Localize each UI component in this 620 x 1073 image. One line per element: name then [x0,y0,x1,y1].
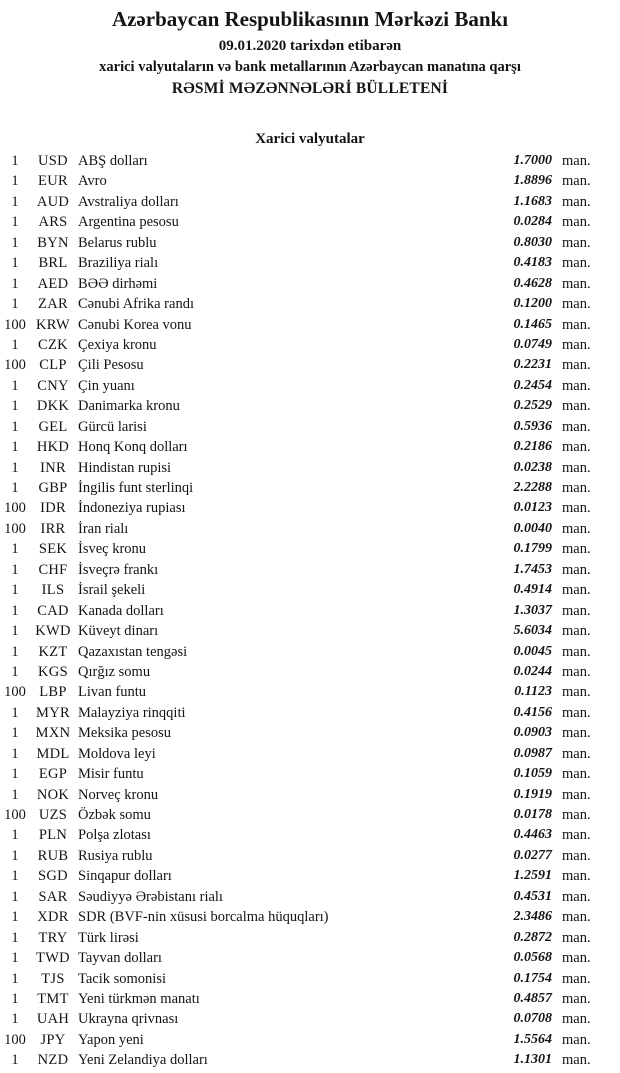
unit-label: man. [562,807,591,823]
rate-row [0,478,620,498]
rate-value: 0.2872 [513,929,552,945]
rate-value: 0.4914 [513,582,552,598]
currency-quantity: 100 [4,316,26,333]
currency-code: INR [40,459,66,476]
currency-name: Avro [78,173,107,190]
unit-label: man. [562,173,591,190]
rate-row [0,519,620,539]
rate-value: 0.1754 [513,970,552,986]
rate-value: 1.8896 [513,173,552,189]
currency-code: AED [37,275,69,292]
currency-quantity: 1 [11,990,19,1007]
currency-quantity: 1 [11,275,19,292]
currency-quantity: 1 [11,480,19,496]
rate-row [0,989,620,1009]
currency-name: Belarus rublu [78,234,157,251]
currency-name: Misir funtu [78,766,144,783]
unit-label: man. [562,929,591,946]
rate-value: 1.1301 [513,1052,552,1068]
unit-label: man. [562,602,591,619]
rate-row [0,212,620,232]
currency-quantity: 1 [11,868,19,885]
unit-label: man. [562,255,591,272]
currency-quantity: 1 [11,623,19,640]
unit-label: man. [562,725,591,742]
rate-row [0,948,620,968]
currency-quantity: 100 [4,357,26,374]
unit-label: man. [562,316,591,333]
rate-row [0,539,620,559]
currency-name: Cənubi Afrika randı [78,296,194,313]
currency-quantity: 1 [11,214,19,231]
currency-name: Rusiya rublu [78,847,153,864]
currency-quantity: 1 [11,643,19,660]
currency-quantity: 1 [11,766,19,783]
rate-row [0,662,620,682]
currency-code: XDR [37,909,69,926]
rate-value: 0.4857 [513,990,552,1006]
currency-name: Səudiyyə Ərəbistanı rialı [78,888,223,905]
currency-quantity: 100 [4,684,26,701]
currency-name: Yapon yeni [78,1031,144,1048]
currency-quantity: 1 [11,602,19,619]
rate-value: 0.0123 [513,500,552,516]
currency-name: Yeni Zelandiya dolları [78,1052,208,1069]
currency-name: Avstraliya dolları [78,193,179,210]
unit-label: man. [562,561,591,578]
currency-quantity: 1 [11,725,19,742]
rate-value: 0.2454 [513,377,552,393]
currency-name: Livan funtu [78,684,147,701]
rate-row [0,805,620,825]
rate-value: 0.0238 [513,459,552,475]
currency-name: İsveçrə frankı [78,561,159,578]
currency-code: ARS [38,214,68,231]
currency-code: BRL [38,255,68,272]
currency-code: CZK [38,336,68,353]
unit-label: man. [562,582,591,599]
currency-name: Çin yuanı [78,377,135,394]
rate-row [0,642,620,662]
rate-value: 0.0277 [513,847,552,863]
rate-row [0,764,620,784]
currency-code: KGS [38,663,68,680]
rate-value: 0.4156 [513,704,552,720]
rate-value: 0.1919 [513,786,552,802]
rate-value: 1.3037 [513,602,552,618]
currency-code: IDR [40,500,66,517]
unit-label: man. [562,418,591,435]
unit-label: man. [562,214,591,231]
rate-value: 0.0987 [513,745,552,761]
rate-value: 0.0903 [513,725,552,741]
bulletin-header [0,0,620,98]
rate-value: 0.4183 [513,255,552,271]
currency-code: EUR [38,173,68,190]
rate-value: 0.1465 [513,316,552,332]
currency-name: Özbək somu [78,807,151,823]
currency-quantity: 1 [11,745,19,762]
currency-quantity: 1 [11,541,19,558]
unit-label: man. [562,909,591,926]
currency-name: İsrail şekeli [78,582,146,599]
currency-name: Ukrayna qrivnası [78,1011,179,1028]
currency-code: UAH [36,1011,70,1028]
unit-label: man. [562,827,591,844]
unit-label: man. [562,1031,591,1048]
currency-code: NOK [36,786,70,803]
unit-label: man. [562,970,591,987]
rate-value: 0.0040 [513,520,552,536]
rate-row [0,580,620,600]
rate-row [0,1050,620,1070]
currency-quantity: 1 [11,296,19,313]
rate-value: 0.1123 [514,684,552,700]
currency-quantity: 1 [11,888,19,905]
rate-value: 0.0284 [513,214,552,230]
currency-quantity: 1 [11,663,19,680]
unit-label: man. [562,990,591,1007]
rate-value: 0.4463 [513,827,552,843]
rate-row [0,723,620,743]
currency-code: GEL [38,418,68,435]
currency-name: Tayvan dolları [78,950,162,967]
rate-value: 1.1683 [513,193,552,209]
rate-value: 0.2231 [513,357,552,373]
currency-code: SAR [38,888,68,905]
unit-label: man. [562,623,591,640]
unit-label: man. [562,684,591,701]
currency-quantity: 100 [4,520,26,537]
currency-code: SGD [38,868,68,885]
currency-quantity: 1 [11,786,19,803]
currency-code: JPY [40,1031,66,1048]
currency-code: MYR [36,704,70,721]
unit-label: man. [562,704,591,721]
currency-name: ABŞ dolları [78,153,148,169]
rate-row [0,294,620,314]
unit-label: man. [562,643,591,660]
currency-code: ZAR [38,296,68,313]
unit-label: man. [562,520,591,537]
unit-label: man. [562,868,591,885]
currency-code: TRY [38,929,68,946]
bulletin-subtitle: xarici valyutaların və bank metallarının Azərbaycan manatına qarşı [99,59,521,75]
currency-quantity: 1 [11,336,19,353]
currency-quantity: 1 [11,255,19,272]
rate-row [0,498,620,518]
currency-quantity: 1 [11,418,19,435]
currency-code: CLP [39,357,67,374]
rate-row [0,1009,620,1029]
rate-value: 0.0045 [513,643,552,659]
rate-row [0,1030,620,1050]
unit-label: man. [562,398,591,415]
rate-value: 0.2529 [513,398,552,414]
currency-code: LBP [39,684,67,701]
rate-value: 0.5936 [513,418,552,434]
rate-row [0,437,620,457]
rate-row [0,355,620,375]
rate-row [0,274,620,294]
rate-value: 0.0708 [513,1011,552,1027]
unit-label: man. [562,296,591,313]
currency-quantity: 1 [11,704,19,721]
currency-quantity: 1 [11,1052,19,1069]
currency-name: Sinqapur dolları [78,868,172,885]
unit-label: man. [562,377,591,394]
currency-code: TJS [41,970,65,987]
currency-code: EGP [38,766,68,783]
rate-value: 0.0568 [513,950,552,966]
rate-row [0,335,620,355]
unit-label: man. [562,541,591,558]
currency-quantity: 1 [11,459,19,476]
currency-quantity: 1 [11,1011,19,1028]
currency-quantity: 1 [11,439,19,456]
currency-name: Meksika pesosu [78,725,172,742]
currency-code: MXN [35,725,71,742]
unit-label: man. [562,234,591,251]
currency-quantity: 1 [11,561,19,578]
currency-name: Danimarka kronu [78,398,180,415]
currency-quantity: 1 [11,153,19,169]
currency-code: UZS [38,807,68,823]
currency-quantity: 1 [11,582,19,599]
currency-code: DKK [36,398,70,415]
currency-quantity: 1 [11,377,19,394]
rate-row [0,151,620,171]
unit-label: man. [562,500,591,517]
currency-code: KWD [35,623,71,640]
rate-value: 0.8030 [513,234,552,250]
currency-name: Çexiya kronu [78,336,157,353]
currency-name: Tacik somonisi [78,970,166,987]
currency-name: Gürcü larisi [78,418,147,435]
rate-value: 0.0244 [513,663,552,679]
bulletin-title: RƏSMİ MƏZƏNNƏLƏRİ BÜLLETENİ [171,80,449,97]
rate-value: 0.4628 [513,275,552,291]
currency-name: İndoneziya rupiası [78,500,186,517]
unit-label: man. [562,357,591,374]
currency-name: İngilis funt sterlinqi [78,480,194,496]
currency-name: Qazaxıstan tengəsi [78,643,188,660]
currency-name: İran rialı [78,520,129,537]
unit-label: man. [562,766,591,783]
currency-quantity: 100 [4,500,26,517]
currency-name: Türk lirəsi [78,929,139,946]
unit-label: man. [562,193,591,210]
unit-label: man. [562,888,591,905]
rate-row [0,703,620,723]
rate-row [0,928,620,948]
rate-value: 0.1200 [513,296,552,312]
currency-code: HKD [36,439,70,456]
currency-code: AUD [36,193,70,210]
section-title-foreign-currencies: Xarici valyutalar [255,131,365,147]
currency-code: USD [38,153,68,169]
currency-code: BYN [37,234,69,251]
rate-value: 0.0749 [513,336,552,352]
currency-name: Braziliya rialı [78,255,159,272]
rate-value: 0.1059 [513,766,552,782]
rate-row [0,785,620,805]
currency-name: BƏƏ dirhəmi [78,275,158,292]
unit-label: man. [562,950,591,967]
rate-row [0,171,620,191]
currency-quantity: 1 [11,929,19,946]
unit-label: man. [562,459,591,476]
currency-name: Polşa zlotası [78,827,151,844]
rate-value: 0.0178 [513,807,552,822]
currency-code: KRW [36,316,70,333]
currency-code: TWD [36,950,70,967]
unit-label: man. [562,745,591,762]
unit-label: man. [562,153,591,169]
rate-row [0,744,620,764]
currency-code: NZD [37,1052,69,1069]
rate-value: 5.6034 [513,623,552,639]
rate-row [0,315,620,335]
currency-name: Küveyt dinarı [78,623,159,640]
currency-quantity: 1 [11,398,19,415]
currency-name: Qırğız somu [78,663,151,680]
currency-code: SEK [38,541,68,558]
currency-quantity: 1 [11,173,19,190]
currency-name: Çili Pesosu [78,357,144,374]
rate-row [0,417,620,437]
currency-quantity: 100 [4,807,26,823]
rate-value: 1.2591 [513,868,552,884]
rate-row [0,396,620,416]
currency-name: Argentina pesosu [78,214,179,231]
currency-quantity: 100 [4,1031,26,1048]
rate-value: 1.7453 [513,561,552,577]
currency-name: Malayziya rinqqiti [78,704,186,721]
currency-quantity: 1 [11,909,19,926]
currency-quantity: 1 [11,847,19,864]
page-title: Azərbaycan Respublikasının Mərkəzi Bankı [111,7,509,31]
rate-value: 2.3486 [513,909,552,925]
rate-value: 0.4531 [513,888,552,904]
rate-row [0,621,620,641]
rate-row [0,253,620,273]
rate-row [0,192,620,212]
currency-code: TMT [37,990,69,1007]
rate-row [0,682,620,702]
unit-label: man. [562,1011,591,1028]
currency-name: Hindistan rupisi [78,459,172,476]
currency-quantity: 1 [11,234,19,251]
unit-label: man. [562,847,591,864]
rate-value: 0.2186 [513,439,552,455]
currency-code: GBP [38,480,68,496]
rate-row [0,376,620,396]
rate-row [0,601,620,621]
rate-row [0,560,620,580]
rate-value: 2.2288 [513,480,552,495]
currency-name: İsveç kronu [78,541,147,558]
rate-value: 0.1799 [513,541,552,557]
unit-label: man. [562,275,591,292]
currency-quantity: 1 [11,950,19,967]
rate-row [0,233,620,253]
unit-label: man. [562,1052,591,1069]
currency-name: SDR (BVF-nin xüsusi borcalma hüquqları) [78,909,329,926]
currency-quantity: 1 [11,193,19,210]
currency-name: Yeni türkmən manatı [78,990,200,1007]
currency-code: IRR [40,520,66,537]
currency-name: Moldova leyi [78,745,156,762]
currency-code: PLN [38,827,68,844]
currency-name: Kanada dolları [78,602,164,619]
currency-code: KZT [38,643,68,660]
rate-row [0,907,620,927]
unit-label: man. [562,663,591,680]
currency-code: CAD [37,602,69,619]
currency-code: MDL [36,745,70,762]
currency-name: Honq Konq dolları [78,439,188,456]
unit-label: man. [562,480,591,496]
currency-quantity: 1 [11,827,19,844]
exchange-rates-table [0,151,620,1071]
currency-code: ILS [41,582,65,599]
currency-code: CHF [38,561,68,578]
unit-label: man. [562,336,591,353]
currency-name: Norveç kronu [78,786,159,803]
rate-row [0,969,620,989]
currency-code: CNY [37,377,69,394]
rate-value: 1.7000 [513,153,552,168]
unit-label: man. [562,786,591,803]
currency-code: RUB [37,847,69,864]
rate-row [0,887,620,907]
unit-label: man. [562,439,591,456]
currency-quantity: 1 [11,970,19,987]
rate-row [0,825,620,845]
currency-name: Cənubi Korea vonu [78,316,192,333]
rate-row [0,458,620,478]
rate-value: 1.5564 [513,1031,552,1047]
effective-date-line: 09.01.2020 tarixdən etibarən [218,38,402,54]
rate-row [0,866,620,886]
rate-row [0,846,620,866]
